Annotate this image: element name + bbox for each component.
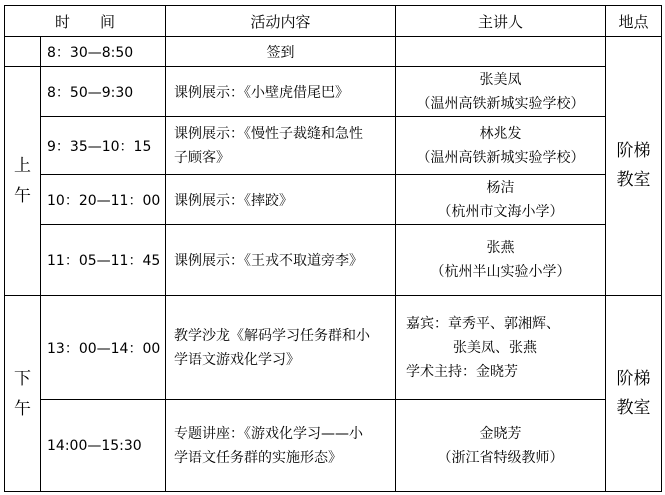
host-org: （温州高铁新城实验学校） <box>416 95 585 112</box>
activity-cell: 课例展示：《小壁虎借尾巴》 <box>166 67 396 117</box>
activity-cell: 课例展示：《慢性子裁缝和急性 子顾客》 <box>166 117 396 175</box>
header-activity: 活动内容 <box>166 6 396 37</box>
header-place: 地点 <box>606 6 662 37</box>
venue-line-1: 阶梯 <box>616 141 651 161</box>
time-cell: 11：05—11：45 <box>41 225 166 296</box>
host-name: 林兆发 <box>479 125 522 142</box>
host-name: 张美凤 <box>479 71 522 88</box>
time-cell: 10：20—11：00 <box>41 175 166 225</box>
empty-cell <box>396 37 606 67</box>
table-row <box>5 117 662 175</box>
table-row <box>5 175 662 225</box>
activity-cell: 课例展示：《王戎不取道旁李》 <box>166 225 396 296</box>
section-label-morning: 上 午 <box>5 67 41 296</box>
host-org: （杭州半山实验小学） <box>430 264 571 280</box>
host-cell <box>396 175 606 225</box>
time-cell: 8：30—8:50 <box>41 37 166 67</box>
empty-cell <box>5 37 41 67</box>
table-row <box>5 296 662 400</box>
venue-cell-morning <box>606 37 662 296</box>
guests-cell: 嘉宾：章秀平、郭湘辉、 张美凤、张燕 学术主持：金晓芳 <box>396 296 606 400</box>
host-cell <box>396 117 606 175</box>
host-name: 杨洁 <box>486 179 515 196</box>
time-cell: 13：00—14：00 <box>41 296 166 400</box>
section-label-afternoon: 下 午 <box>5 296 41 492</box>
time-cell: 14:00—15:30 <box>41 400 166 492</box>
host-name: 张燕 <box>486 240 515 256</box>
table-row <box>5 225 662 296</box>
header-time: 时 间 <box>5 6 166 37</box>
venue-line-2: 教室 <box>616 397 651 418</box>
host-name: 金晓芳 <box>479 425 522 442</box>
time-cell: 9：35—10：15 <box>41 117 166 175</box>
host-cell <box>396 400 606 492</box>
activity-cell: 教学沙龙《解码学习任务群和小 学语文游戏化学习》 <box>166 296 396 400</box>
host-cell <box>396 67 606 117</box>
host-org: （温州高铁新城实验学校） <box>416 149 585 166</box>
venue-line-1: 阶梯 <box>616 368 651 389</box>
table-row <box>5 67 662 117</box>
host-org: （浙江省特级教师） <box>437 449 564 466</box>
host-org: （杭州市文海小学） <box>437 203 564 220</box>
table-row <box>5 400 662 492</box>
activity-cell: 课例展示：《摔跤》 <box>166 175 396 225</box>
venue-cell-afternoon <box>606 296 662 492</box>
header-host: 主讲人 <box>396 6 606 37</box>
venue-line-2: 教室 <box>616 170 651 190</box>
activity-cell: 专题讲座：《游戏化学习——小 学语文任务群的实施形态》 <box>166 400 396 492</box>
time-cell: 8：50—9:30 <box>41 67 166 117</box>
schedule-table <box>4 5 662 492</box>
activity-cell: 签到 <box>166 37 396 67</box>
table-row <box>5 37 662 67</box>
host-cell <box>396 225 606 296</box>
header-row <box>5 6 662 37</box>
